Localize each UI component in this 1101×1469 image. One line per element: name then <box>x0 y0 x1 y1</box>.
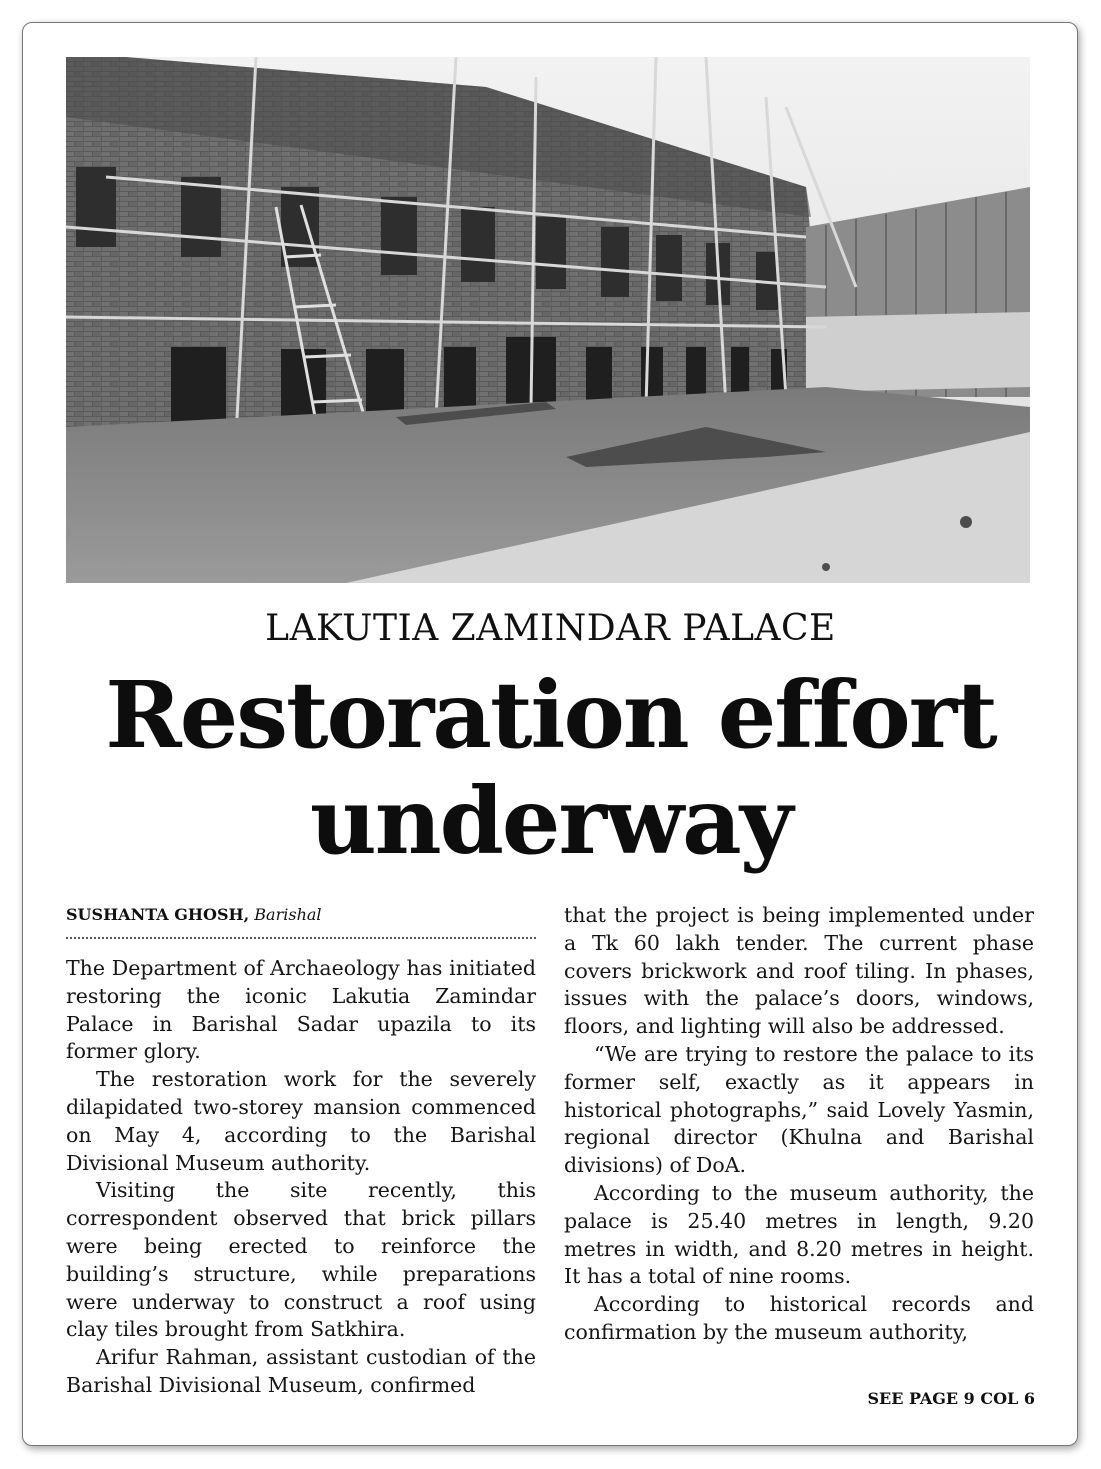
paragraph: Arifur Rahman, assistant custodian of the Barishal Divisional Museum, confirmed <box>66 1345 536 1397</box>
paragraph: The Department of Archaeology has initiated restoring the iconic Lakutia Zamindar Palace in Barishal Sadar upazila to its former glory. <box>66 956 536 1064</box>
article-kicker: LAKUTIA ZAMINDAR PALACE <box>265 608 836 649</box>
palace-photo <box>66 57 1030 583</box>
byline-divider <box>66 937 536 939</box>
byline-author: SUSHANTA GHOSH, <box>66 905 250 924</box>
paragraph: The restoration work for the severely dilapidated two-storey mansion commenced on May 4, according to the Barishal Divisional Museum authority. <box>66 1067 536 1175</box>
paragraph: According to the museum authority, the palace is 25.40 metres in length, 9.20 metres in width, and 8.20 metres in height. It has a total of nine rooms. <box>564 1180 1034 1289</box>
paragraph: Visiting the site recently, this correspondent observed that brick pillars were being erected to reinforce the building’s structure, while preparations were underway to construct a roof using clay tiles brought from Satkhira. <box>66 1178 536 1342</box>
article-column-right <box>564 902 1034 1347</box>
headline-line-1: Restoration effort <box>105 661 996 769</box>
byline <box>66 905 322 924</box>
continuation-note[interactable]: SEE PAGE 9 COL 6 <box>867 1389 1035 1408</box>
paragraph: According to historical records and confirmation by the museum authority, <box>564 1292 1034 1344</box>
article-column-left <box>66 955 536 1400</box>
article-headline <box>0 662 1101 874</box>
paragraph: that the project is being implemented under a Tk 60 lakh tender. The current phase covers brickwork and roof tiling. In phases, issues with the palace’s doors, windows, floors, and lighting will also be addressed. <box>564 903 1034 1039</box>
headline-line-2: underway <box>309 767 792 875</box>
paragraph: “We are trying to restore the palace to its former self, exactly as it appears in historical photographs,” said Lovely Yasmin, regional director (Khulna and Barishal divisions) of DoA. <box>564 1041 1034 1178</box>
byline-location: Barishal <box>254 905 322 924</box>
